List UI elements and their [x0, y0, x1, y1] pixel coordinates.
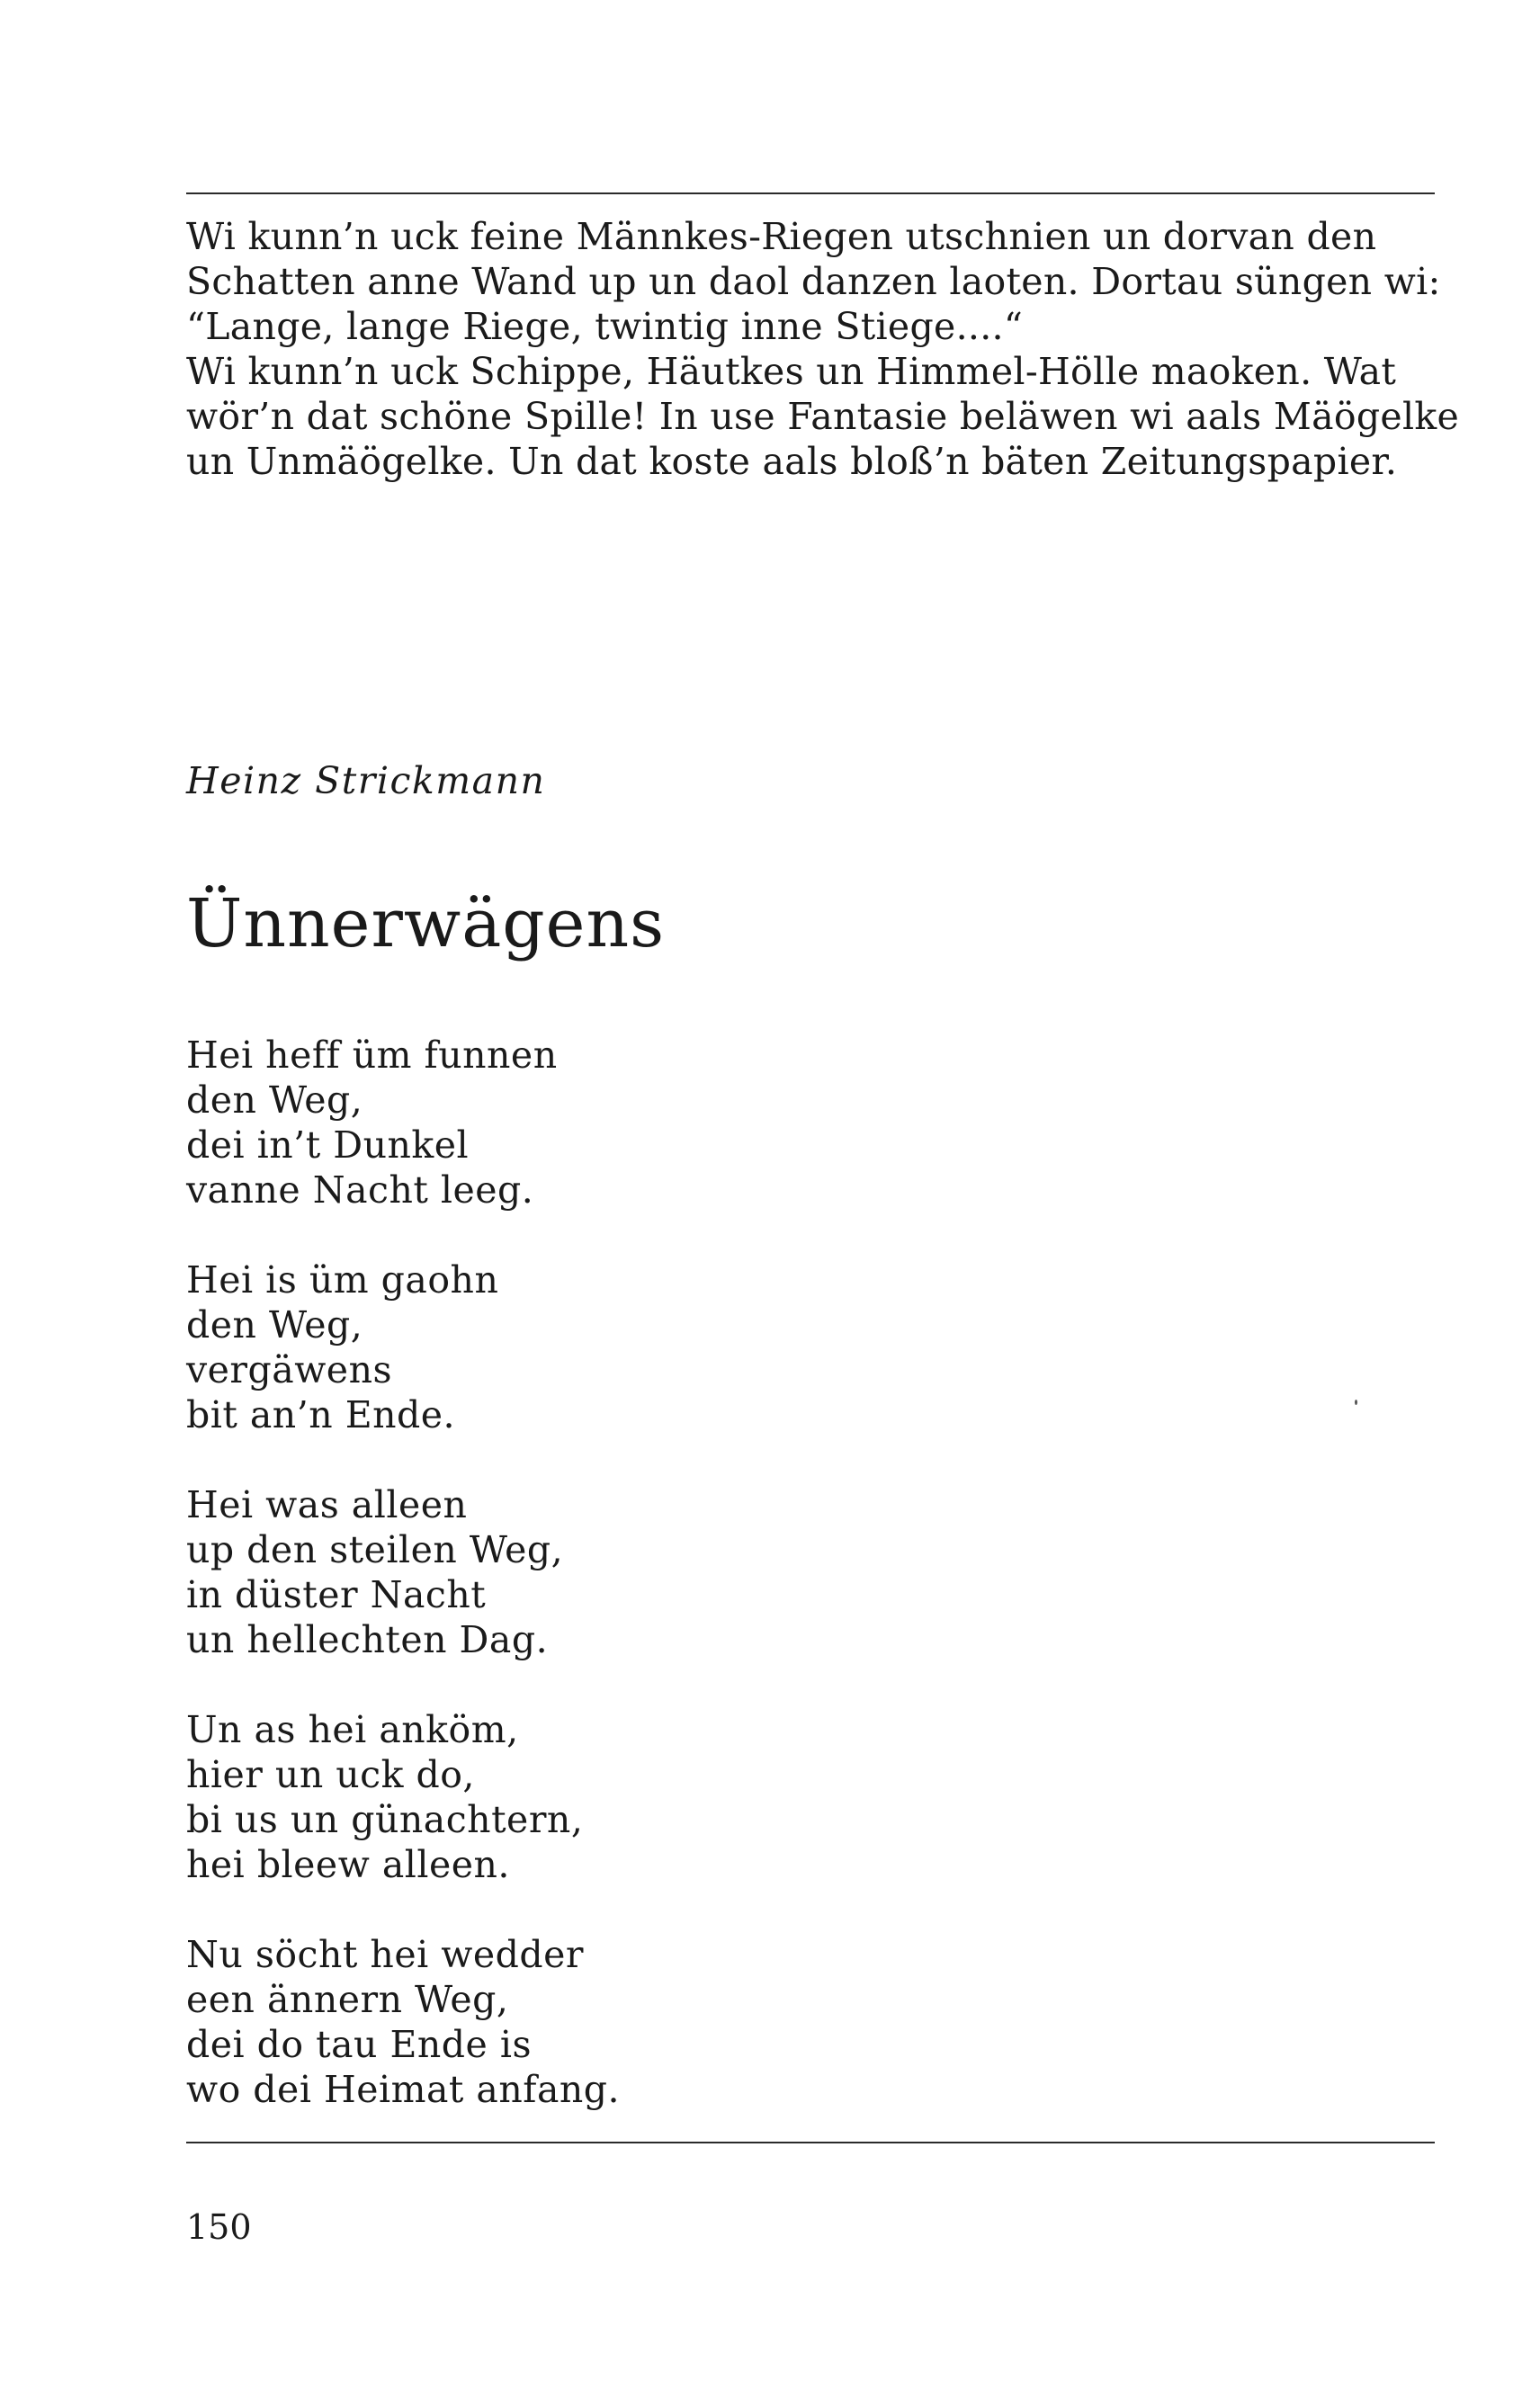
poem-line: den Weg, — [186, 1078, 363, 1122]
poem-line: vergäwens — [186, 1348, 393, 1391]
poem-line: bit an’n Ende. — [186, 1393, 456, 1436]
poem-stanza — [186, 1932, 620, 2112]
author-name: Heinz Strickmann — [186, 759, 546, 802]
poem-line: Hei heff üm funnen — [186, 1033, 558, 1077]
poem-line: Nu söcht hei wedder — [186, 1933, 584, 1976]
poem-stanza — [186, 1482, 620, 1662]
poem-line: bi us un günachtern, — [186, 1798, 584, 1841]
poem-line: in düster Nacht — [186, 1573, 487, 1616]
poem-line: een ännern Weg, — [186, 1978, 509, 2021]
poem-line: vanne Nacht leeg. — [186, 1168, 534, 1212]
poem-line: up den steilen Weg, — [186, 1528, 564, 1571]
prose-line: wör’n dat schöne Spille! In use Fantasie beläwen wi aals Mäögelke — [186, 395, 1460, 438]
prose-line: Wi kunn’n uck feine Männkes-Riegen utschnien un dorvan den — [186, 215, 1377, 258]
prose-line: Wi kunn’n uck Schippe, Häutkes un Himmel-Hölle maoken. Wat — [186, 350, 1397, 393]
poem-stanza — [186, 1707, 620, 1887]
poem-stanza — [186, 1257, 620, 1437]
poem-body — [186, 1033, 620, 2112]
prose-paragraph — [186, 214, 1460, 484]
poem-line: un hellechten Dag. — [186, 1618, 549, 1661]
poem-line: Hei is üm gaohn — [186, 1258, 499, 1302]
prose-line: “Lange, lange Riege, twintig inne Stiege....“ — [186, 305, 1024, 348]
page-number: 150 — [186, 2207, 252, 2247]
prose-line: un Unmäögelke. Un dat koste aals bloß’n bäten Zeitungspapier. — [186, 440, 1398, 483]
poem-line: hier un uck do, — [186, 1753, 475, 1796]
poem-line: dei in’t Dunkel — [186, 1123, 470, 1167]
bottom-rule — [186, 2142, 1435, 2143]
top-rule — [186, 192, 1435, 194]
poem-line: wo dei Heimat anfang. — [186, 2068, 621, 2111]
poem-line: Un as hei anköm, — [186, 1708, 519, 1751]
poem-line: den Weg, — [186, 1303, 363, 1347]
prose-line: Schatten anne Wand up un daol danzen laoten. Dortau süngen wi: — [186, 260, 1441, 303]
poem-title: Ünnerwägens — [186, 885, 666, 962]
poem-line: dei do tau Ende is — [186, 2023, 533, 2066]
poem-line: Hei was alleen — [186, 1483, 468, 1526]
ink-speck — [1355, 1400, 1357, 1405]
poem-stanza — [186, 1033, 620, 1212]
poem-line: hei bleew alleen. — [186, 1843, 510, 1886]
